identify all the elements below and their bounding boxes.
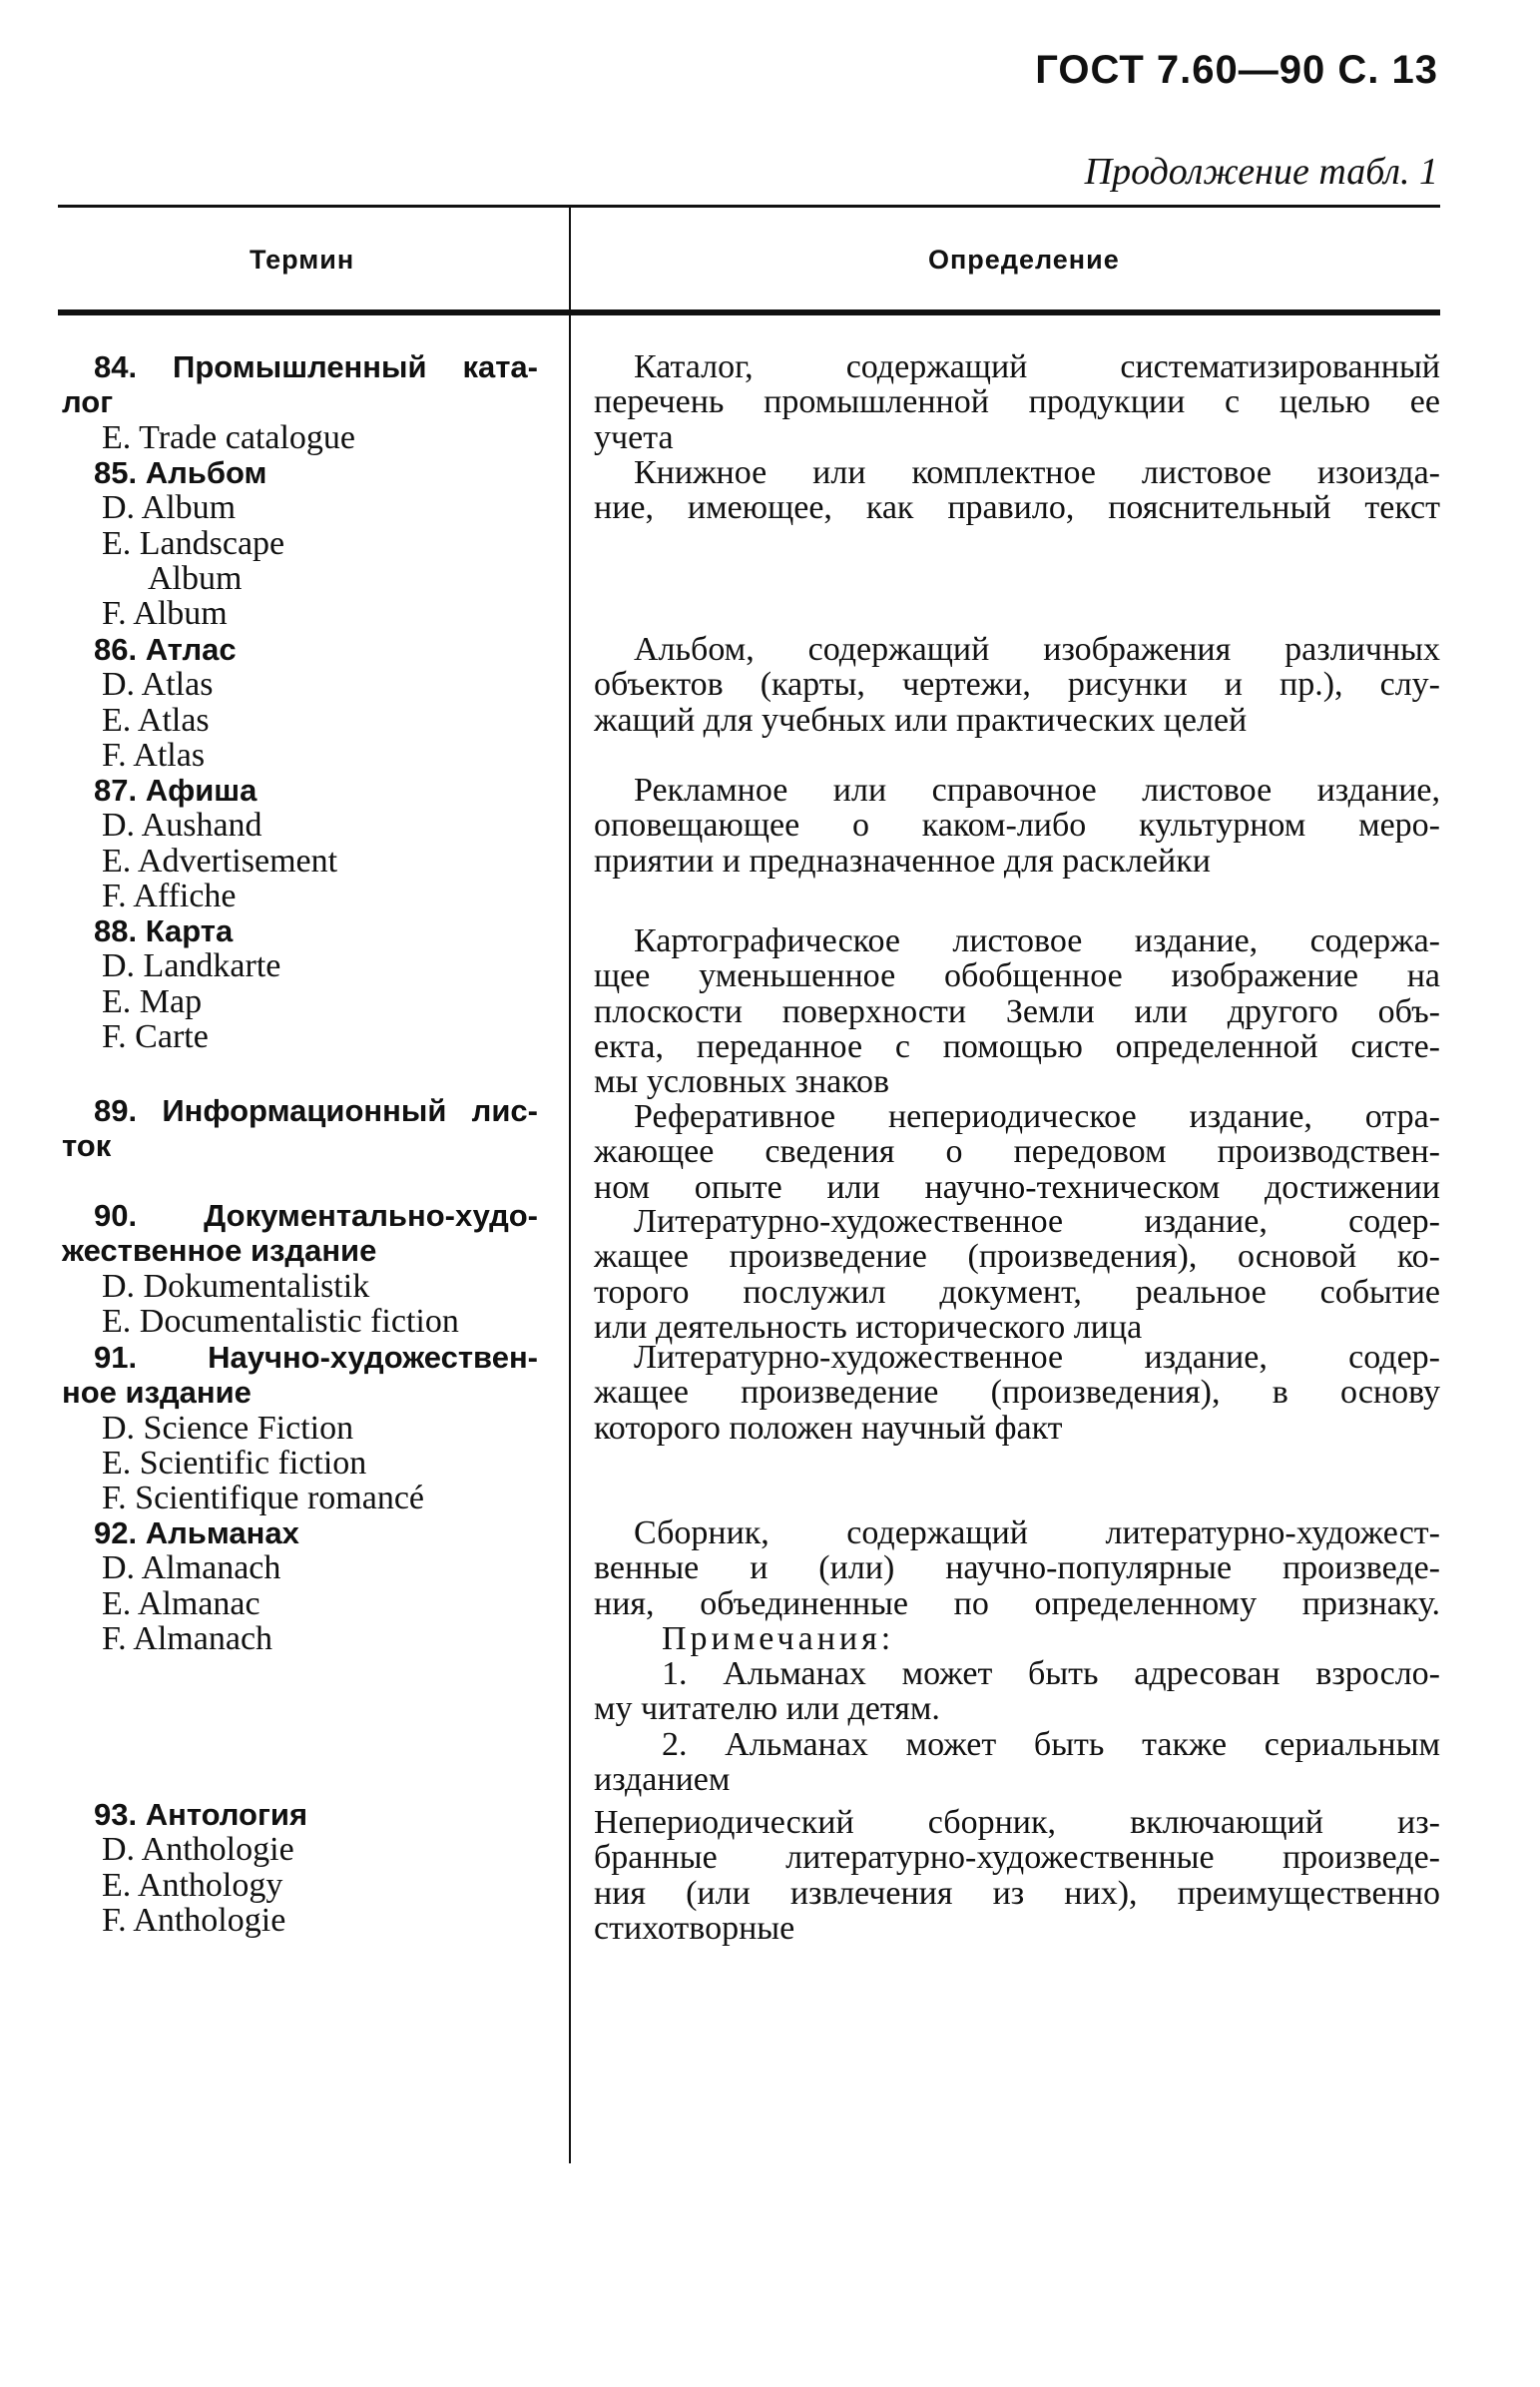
term-translation: E. Atlas [102,701,210,739]
term-cell-89 [62,1093,539,1164]
definition-line: плоскости поверхности Земли или другого объ- [594,992,1440,1030]
term-translation: D. Science Fiction [102,1409,354,1447]
term-title-line: ток [62,1128,112,1164]
note-line: изданием [594,1761,731,1799]
term-cell-91 [62,1340,539,1515]
definition-line: венные и (или) научно-популярные произведе- [594,1549,1440,1587]
column-header-term: Термин [250,245,355,275]
term-title-line: 88. Карта [94,913,234,948]
definition-line: ние, имеющее, как правило, пояснительный текст [594,489,1440,527]
definition-line: Картографическое листовое издание, содержа- [634,922,1440,959]
note-line: 2. Альманах может быть также сериальным [662,1725,1440,1763]
definition-line: жащий для учебных или практических целей [594,701,1248,739]
term-translation: D. Dokumentalistik [102,1267,370,1305]
definition-line: бранные литературно-художественные произведе- [594,1839,1440,1877]
definition-line: ния (или извлечения из них), преимущественно [594,1874,1440,1912]
term-translation: F. Anthologie [102,1901,286,1939]
table-header-rule [58,309,1440,315]
column-header-definition: Определение [928,245,1120,275]
table-continuation-label: Продолжение табл. 1 [1084,151,1438,193]
definition-cell-89 [594,1099,1440,1205]
term-cell-87 [62,773,539,913]
term-cell-84 [62,349,539,455]
definition-line: учета [594,418,674,456]
definition-line: торого послужил документ, реальное событие [594,1273,1440,1311]
term-translation: F. Affiche [102,877,237,914]
term-translation: E. Documentalistic fiction [102,1302,459,1340]
definition-line: Книжное или комплектное листовое изоизда- [634,454,1440,491]
term-title-line: 91. Научно-художествен- [94,1340,538,1375]
term-translation: D. Aushand [102,807,262,845]
term-translation: D. Album [102,489,237,527]
definition-cell-92 [594,1515,1440,1797]
definition-line: Литературно-художественное издание, содер- [634,1339,1440,1376]
definition-cell-93 [594,1805,1440,1946]
term-translation: D. Anthologie [102,1831,294,1869]
term-translation: E. Landscape [102,524,285,562]
term-title-line: 89. Информационный лис- [94,1093,538,1128]
definition-line: щее уменьшенное обобщенное изображение на [594,957,1440,995]
term-translation: Album [148,559,243,597]
definition-line: жащее произведение (произведения), в основу [594,1374,1440,1412]
definition-line: Каталог, содержащий систематизированный [634,348,1440,385]
document-reference: ГОСТ 7.60—90 С. 13 [1035,48,1438,92]
term-translation: E. Scientific fiction [102,1444,367,1482]
term-cell-92 [62,1515,539,1656]
term-title-line: ное издание [62,1375,252,1411]
definition-line: Рекламное или справочное листовое издание, [634,772,1440,809]
term-translation: F. Album [102,595,228,633]
term-translation: D. Atlas [102,666,214,704]
term-translation: F. Atlas [102,736,206,774]
definition-cell-86 [594,632,1440,738]
notes-title: Примечания: [662,1619,895,1657]
note-line: 1. Альманах может быть адресован взросло- [662,1655,1440,1693]
term-title-line: жественное издание [62,1233,377,1269]
definition-line: стихотворные [594,1909,795,1947]
term-translation: E. Trade catalogue [102,418,355,456]
term-title-line: 85. Альбом [94,455,267,490]
note-line: му читателю или детям. [594,1690,940,1728]
term-translation: E. Map [102,982,203,1020]
definition-line: мы условных знаков [594,1063,890,1101]
term-translation: F. Carte [102,1017,209,1055]
definition-line: ном опыте или научно-техническом достижении [594,1168,1440,1206]
definition-line: которого положен научный факт [594,1409,1063,1447]
term-cell-85 [62,455,539,631]
definition-line: оповещающее о каком-либо культурном меро- [594,807,1440,845]
definition-cell-90 [594,1204,1440,1345]
term-title-line: 86. Атлас [94,632,237,667]
term-title-line: 93. Антология [94,1797,308,1832]
definition-cell-84 [594,349,1440,455]
definition-line: екта, переданное с помощью определенной систе- [594,1027,1440,1065]
term-cell-86 [62,632,539,773]
term-cell-90 [62,1198,539,1339]
term-title-line: 87. Афиша [94,773,257,808]
definition-line: жащее произведение (произведения), основой ко- [594,1238,1440,1276]
definition-line: жающее сведения о передовом производствен- [594,1133,1440,1171]
term-cell-93 [62,1797,539,1938]
term-translation: F. Almanach [102,1619,273,1657]
definition-line: Литературно-художественное издание, содер- [634,1203,1440,1240]
term-translation: E. Anthology [102,1866,283,1904]
term-title-line: 90. Документально-худо- [94,1198,538,1233]
definition-line: Реферативное непериодическое издание, отра- [634,1098,1440,1135]
term-title-line: 92. Альманах [94,1515,299,1550]
definition-line: объектов (карты, чертежи, рисунки и пр.), слу- [594,666,1440,704]
term-cell-88 [62,913,539,1054]
table-top-rule [58,205,1440,208]
definition-line: ния, объединенные по определенному признаку. [594,1584,1440,1622]
definition-cell-87 [594,773,1440,879]
definition-line: или деятельность исторического лица [594,1308,1143,1346]
definition-line: приятии и предназначенное для расклейки [594,842,1211,880]
definition-line: Сборник, содержащий литературно-художест- [634,1514,1440,1551]
term-translation: D. Landkarte [102,947,281,985]
definition-cell-91 [594,1340,1440,1446]
definition-cell-88 [594,923,1440,1099]
term-translation: E. Advertisement [102,842,338,880]
term-title-line: 84. Промышленный ката- [94,349,538,384]
definition-line: Непериодический сборник, включающий из- [594,1804,1440,1841]
term-title-line: лог [62,384,114,420]
definition-line: перечень промышленной продукции с целью ее [594,383,1440,421]
term-translation: E. Almanac [102,1584,260,1622]
term-translation: F. Scientifique romancé [102,1480,425,1517]
definition-line: Альбом, содержащий изображения различных [634,631,1440,668]
term-translation: D. Almanach [102,1549,281,1587]
column-divider [569,207,571,2163]
definition-cell-85 [594,455,1440,526]
